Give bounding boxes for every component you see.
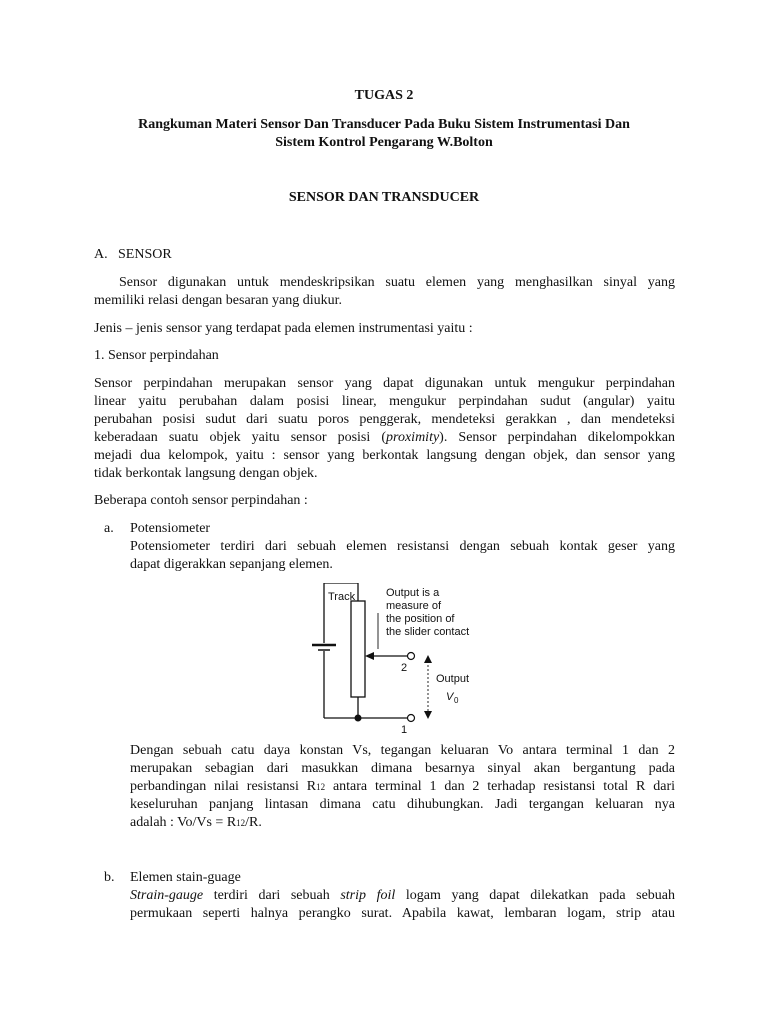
note-line-4: the slider contact xyxy=(386,626,470,638)
resistive-track xyxy=(351,601,365,697)
para2: Jenis – jenis sensor yang terdapat pada elemen instrumentasi yaitu : xyxy=(94,321,473,336)
track-label: Track xyxy=(328,591,356,603)
output-v-label: V xyxy=(446,691,454,703)
item-a-desc-line5: adalah : Vo/Vs = R12/R. xyxy=(130,815,262,830)
item-a-label: a. xyxy=(104,521,114,536)
para3-line6: tidak berkontak langsung dengan objek. xyxy=(94,466,318,481)
section-title: SENSOR DAN TRANSDUCER xyxy=(288,190,480,205)
item-a-desc-line2: merupakan sebagian dari masukkan dimana besarnya sinyal akan bergantung pada xyxy=(130,761,675,776)
para3-line3: perubahan posisi sudut dari suatu poros penggerak, mendeteksi gerakkan , dan mendeteksi xyxy=(94,412,675,427)
item-b-line2: permukaan seperti halnya perangko surat. Apabila kawat, lembaran logam, strip atau xyxy=(130,906,675,921)
item-a-desc-line1: Dengan sebuah catu daya konstan Vs, tegangan keluaran Vo antara terminal 1 dan 2 xyxy=(130,743,675,758)
note-line-1: Output is a xyxy=(386,587,440,599)
para1-line2: memiliki relasi dengan besaran yang diukur. xyxy=(94,293,343,308)
item-b-title: Elemen stain-guage xyxy=(130,870,241,885)
para1-line1: Sensor digunakan untuk mendeskripsikan suatu elemen yang menghasilkan sinyal yang xyxy=(119,275,675,290)
para3-line2: linear yaitu perubahan dalam posisi linear, mengukur perpindahan sudut (angular) yaitu xyxy=(94,394,675,409)
examples-intro: Beberapa contoh sensor perpindahan : xyxy=(94,493,308,508)
item-a-desc-line4: keseluruhan panjang lintasan dimana catu dihubungkan. Jadi tergangan keluaran nya xyxy=(130,797,675,812)
item-a-desc-line3: perbandingan nilai resistansi R12 antara terminal 1 dan 2 terhadap resistansi total R dari xyxy=(130,779,675,794)
para3-line4: keberadaan suatu objek yaitu sensor posisi (proximity). Sensor perpindahan dikelompokkan xyxy=(94,430,676,445)
output-arrow-up xyxy=(424,655,432,663)
item-a-title: Potensiometer xyxy=(130,521,211,536)
potentiometer-diagram xyxy=(296,583,496,733)
terminal-1-label: 1 xyxy=(401,724,408,733)
task-heading: TUGAS 2 xyxy=(354,88,414,103)
terminal-1 xyxy=(408,715,415,722)
output-arrow-down xyxy=(424,711,432,719)
terminal-2-label: 2 xyxy=(401,662,408,674)
section-a-title: SENSOR xyxy=(118,247,172,262)
note-line-2: measure of xyxy=(386,600,442,612)
title-line-1: Rangkuman Materi Sensor Dan Transducer Pada Buku Sistem Instrumentasi Dan xyxy=(138,117,630,132)
terminal-2 xyxy=(408,653,415,660)
output-label: Output xyxy=(436,673,470,685)
note-line-3: the position of xyxy=(386,613,455,625)
para3-line5: mejadi dua kelompok, yaitu : sensor yang berkontak langsung dengan objek, dan sensor yang xyxy=(94,448,675,463)
junction-dot xyxy=(355,715,362,722)
section-a-label: A. xyxy=(94,247,108,262)
slider-contact-arrow xyxy=(365,652,374,660)
output-v-sub: 0 xyxy=(454,696,459,705)
item-a-line2: dapat digerakkan sepanjang elemen. xyxy=(130,557,333,572)
title-line-2: Sistem Kontrol Pengarang W.Bolton xyxy=(275,135,493,150)
item-a-line1: Potensiometer terdiri dari sebuah elemen resistansi dengan sebuah kontak geser yang xyxy=(130,539,675,554)
item-b-line1: Strain-gauge terdiri dari sebuah strip foil logam yang dapat dilekatkan pada sebuah xyxy=(130,888,675,903)
list-item-1: 1. Sensor perpindahan xyxy=(94,348,219,363)
para3-line1: Sensor perpindahan merupakan sensor yang dapat digunakan untuk mengukur perpindahan xyxy=(94,376,675,391)
item-b-label: b. xyxy=(104,870,115,885)
